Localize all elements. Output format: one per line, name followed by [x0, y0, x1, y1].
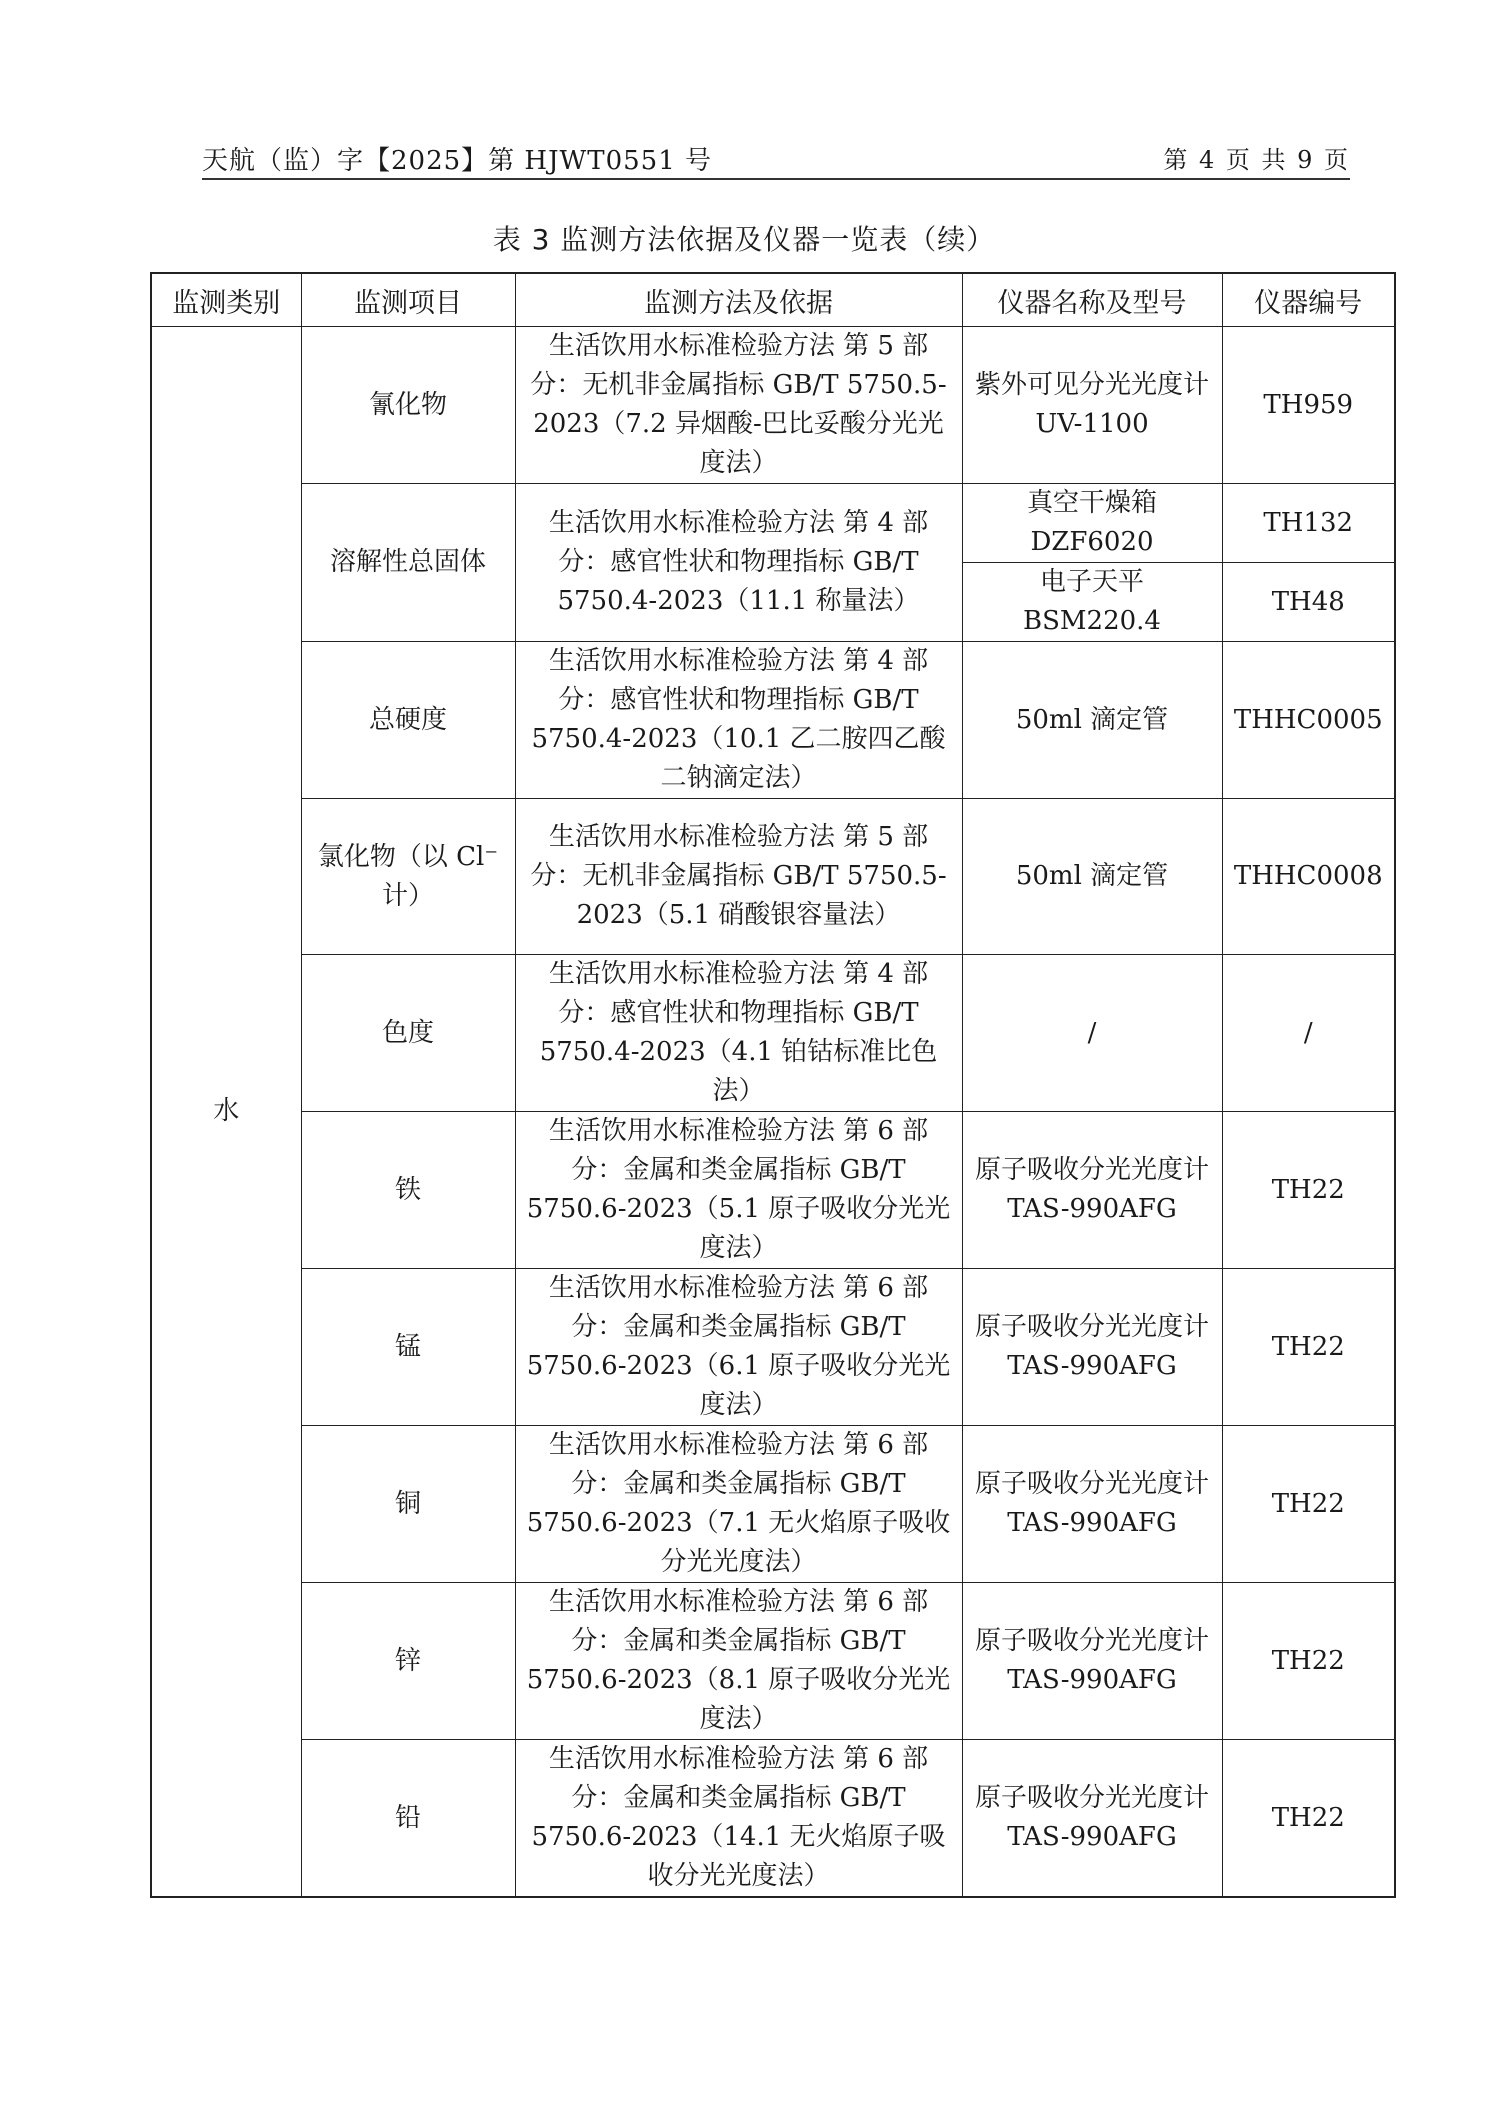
- table-caption: 表 3 监测方法依据及仪器一览表（续）: [492, 223, 996, 256]
- item-cell: 色度: [301, 955, 515, 1112]
- instrument-cell: 原子吸收分光光度计 TAS-990AFG: [962, 1583, 1222, 1740]
- category-cell: 水: [151, 327, 301, 1898]
- instrument-cell: 电子天平 BSM220.4: [962, 563, 1222, 642]
- table-row: [151, 642, 1395, 799]
- item-cell: 氯化物（以 Cl⁻计）: [301, 799, 515, 955]
- item-cell: 铁: [301, 1112, 515, 1269]
- item-cell: 锰: [301, 1269, 515, 1426]
- method-cell: 生活饮用水标准检验方法 第 5 部分：无机非金属指标 GB/T 5750.5-2023（7.2 异烟酸-巴比妥酸分光光度法）: [515, 327, 962, 484]
- item-cell: 溶解性总固体: [301, 484, 515, 642]
- table-row: [151, 327, 1395, 484]
- method-cell: 生活饮用水标准检验方法 第 6 部分：金属和类金属指标 GB/T 5750.6-2023（7.1 无火焰原子吸收分光光度法）: [515, 1426, 962, 1583]
- instrument-cell: 原子吸收分光光度计 TAS-990AFG: [962, 1112, 1222, 1269]
- page-header: [150, 140, 1350, 182]
- col-header-item: 监测项目: [301, 273, 515, 327]
- instrument-cell: 原子吸收分光光度计 TAS-990AFG: [962, 1740, 1222, 1898]
- item-cell: 铜: [301, 1426, 515, 1583]
- number-cell: TH22: [1222, 1112, 1395, 1269]
- method-cell: 生活饮用水标准检验方法 第 5 部分：无机非金属指标 GB/T 5750.5-2023（5.1 硝酸银容量法）: [515, 799, 962, 955]
- instrument-cell: 50ml 滴定管: [962, 799, 1222, 955]
- table-row: [151, 1269, 1395, 1426]
- table-row: [151, 1740, 1395, 1898]
- table-row: [151, 955, 1395, 1112]
- method-cell: 生活饮用水标准检验方法 第 6 部分：金属和类金属指标 GB/T 5750.6-2023（8.1 原子吸收分光光度法）: [515, 1583, 962, 1740]
- table-row: [151, 1112, 1395, 1269]
- number-cell: THHC0008: [1222, 799, 1395, 955]
- number-cell: THHC0005: [1222, 642, 1395, 799]
- instrument-cell: 50ml 滴定管: [962, 642, 1222, 799]
- number-cell: TH22: [1222, 1426, 1395, 1583]
- methods-table: [150, 272, 1396, 1898]
- number-cell: TH132: [1222, 484, 1395, 563]
- table-header-row: [151, 273, 1395, 327]
- number-cell: TH959: [1222, 327, 1395, 484]
- table-row: [151, 1426, 1395, 1583]
- item-cell: 锌: [301, 1583, 515, 1740]
- method-cell: 生活饮用水标准检验方法 第 6 部分：金属和类金属指标 GB/T 5750.6-2023（14.1 无火焰原子吸收分光光度法）: [515, 1740, 962, 1898]
- table-row: [151, 1583, 1395, 1740]
- report-number: 天航（监）字【2025】第 HJWT0551 号: [202, 146, 713, 176]
- col-header-method: 监测方法及依据: [515, 273, 962, 327]
- col-header-instrument: 仪器名称及型号: [962, 273, 1222, 327]
- col-header-number: 仪器编号: [1222, 273, 1395, 327]
- col-header-category: 监测类别: [151, 273, 301, 327]
- method-cell: 生活饮用水标准检验方法 第 6 部分：金属和类金属指标 GB/T 5750.6-2023（5.1 原子吸收分光光度法）: [515, 1112, 962, 1269]
- page-indicator: 第 4 页 共 9 页: [1163, 146, 1350, 174]
- table-row: [151, 799, 1395, 955]
- number-cell: TH22: [1222, 1740, 1395, 1898]
- table-row: [151, 484, 1395, 563]
- item-cell: 总硬度: [301, 642, 515, 799]
- method-cell: 生活饮用水标准检验方法 第 4 部分：感官性状和物理指标 GB/T 5750.4-2023（11.1 称量法）: [515, 484, 962, 642]
- number-cell: TH22: [1222, 1583, 1395, 1740]
- number-cell: /: [1222, 955, 1395, 1112]
- method-cell: 生活饮用水标准检验方法 第 4 部分：感官性状和物理指标 GB/T 5750.4-2023（4.1 铂钴标准比色法）: [515, 955, 962, 1112]
- instrument-cell: 原子吸收分光光度计 TAS-990AFG: [962, 1269, 1222, 1426]
- method-cell: 生活饮用水标准检验方法 第 4 部分：感官性状和物理指标 GB/T 5750.4-2023（10.1 乙二胺四乙酸二钠滴定法）: [515, 642, 962, 799]
- item-cell: 铅: [301, 1740, 515, 1898]
- number-cell: TH22: [1222, 1269, 1395, 1426]
- number-cell: TH48: [1222, 563, 1395, 642]
- instrument-cell: /: [962, 955, 1222, 1112]
- item-cell: 氰化物: [301, 327, 515, 484]
- instrument-cell: 原子吸收分光光度计 TAS-990AFG: [962, 1426, 1222, 1583]
- header-divider: [202, 178, 1350, 180]
- instrument-cell: 真空干燥箱 DZF6020: [962, 484, 1222, 563]
- method-cell: 生活饮用水标准检验方法 第 6 部分：金属和类金属指标 GB/T 5750.6-2023（6.1 原子吸收分光光度法）: [515, 1269, 962, 1426]
- instrument-cell: 紫外可见分光光度计 UV-1100: [962, 327, 1222, 484]
